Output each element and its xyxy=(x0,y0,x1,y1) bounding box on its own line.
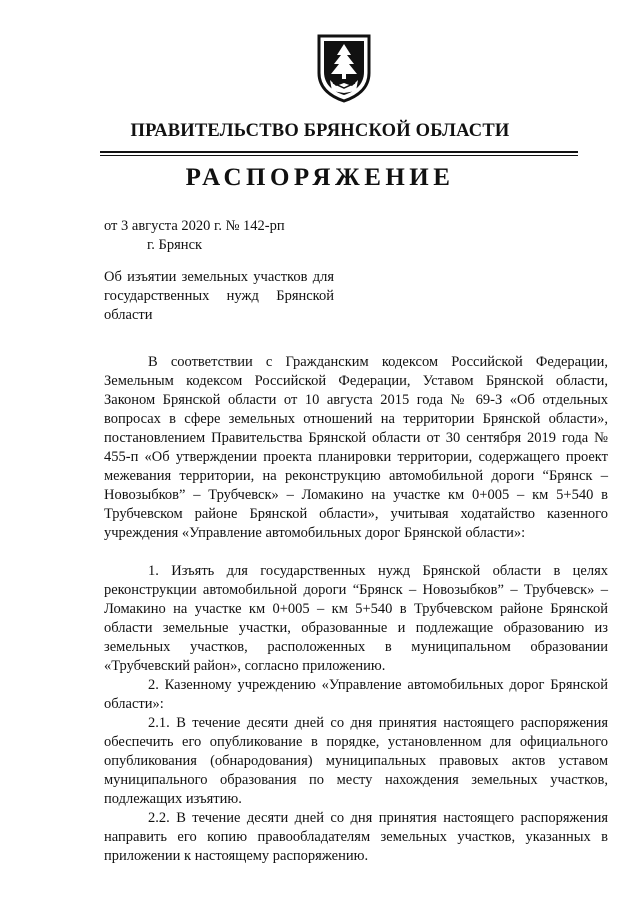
document-date-number: от 3 августа 2020 г. № 142-рп xyxy=(104,218,285,234)
paragraph-item-2-2: 2.2. В течение десяти дней со дня принятия настоящего распоряжения направить его копию правообладателям земельных участков, указанных в приложении к настоящему распоряжению. xyxy=(104,810,608,864)
paragraph-item-2-1: 2.1. В течение десяти дней со дня принятия настоящего распоряжения обеспечить его опубликование в порядке, установленном для официального опубликования (обнародования) муниципальных правовых актов уставом муниципального образования по месту нахождения земельных участков, подлежащих изъятию. xyxy=(104,715,608,807)
document-type-title: РАСПОРЯЖЕНИЕ xyxy=(185,164,455,191)
document-body xyxy=(104,353,608,866)
document-subject: Об изъятии земельных участков для государственных нужд Брянской области xyxy=(104,269,334,323)
header-divider-thin xyxy=(100,155,578,156)
paragraph-item-2: 2. Казенному учреждению «Управление автомобильных дорог Брянской области»: xyxy=(104,677,608,712)
coat-of-arms-icon xyxy=(316,33,372,103)
preamble-paragraph: В соответствии с Гражданским кодексом Российской Федерации, Земельным кодексом Российской Федерации, Уставом Брянской области, Законом Брянской области от 10 августа 2015 года № 69-З «Об отдельных вопросах в сфере земельных отношений на территории Брянской области», постановлением Правительства Брянской области от 30 сентября 2019 года № 455-п «Об утверждении проекта планировки территории, содержащего проект межевания территории, на реконструкцию автомобильной дороги “Брянск – Новозыбков” – Трубчевск» – Ломакино на участке км 0+005 – км 5+540 в Трубчевском районе Брянской области», учитывая ходатайство казенного учреждения «Управление автомобильных дорог Брянской области»: xyxy=(104,354,608,541)
document-city: г. Брянск xyxy=(147,237,203,253)
paragraph-item-1: 1. Изъять для государственных нужд Брянской области в целях реконструкции автомобильной дороги “Брянск – Новозыбков” – Трубчевск» – Ломакино на участке км 0+005 – км 5+540 в Трубчевском районе Брянской области земельные участки, образованные и подлежащие образованию из земельных участков, расположенных в муниципальном образовании «Трубчевский район», согласно приложению. xyxy=(104,563,608,674)
organization-title: ПРАВИТЕЛЬСТВО БРЯНСКОЙ ОБЛАСТИ xyxy=(130,121,510,141)
header-divider xyxy=(100,151,578,153)
